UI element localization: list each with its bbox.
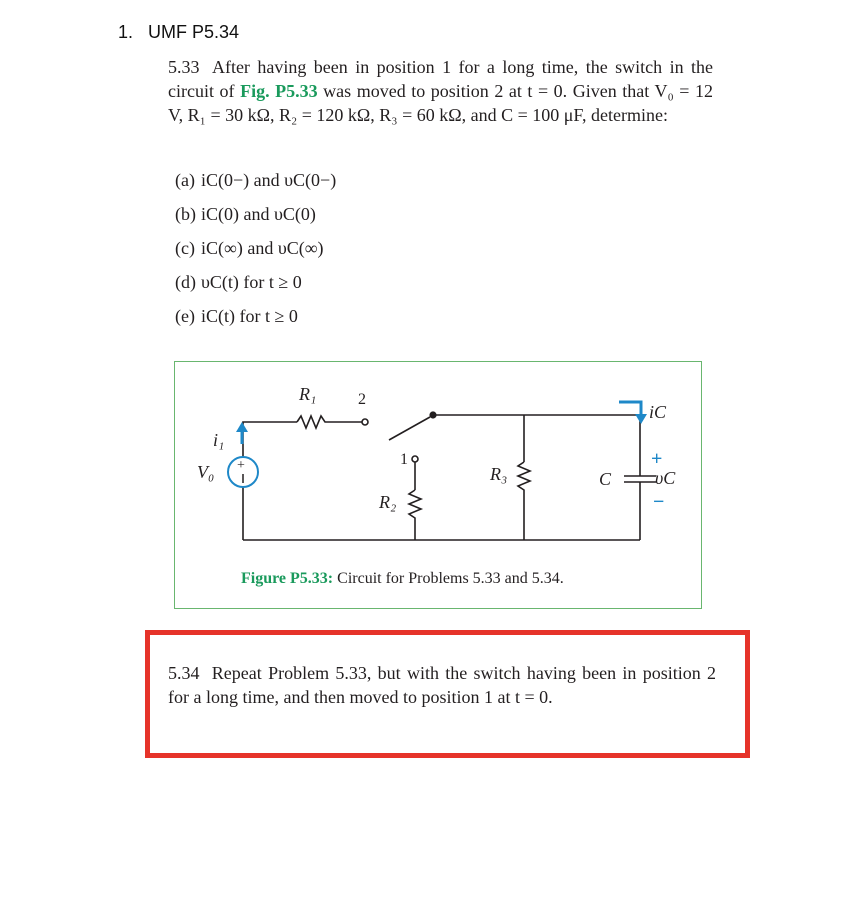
r1-label: R₁ xyxy=(299,384,317,404)
problem-rest: was moved to position 2 at t = 0. Given that V₀ = 12 V, R₁ = 30 kΩ, R₂ = 120 kΩ, R₃ = 60 kΩ, and C = 100 μF, determine: xyxy=(168,81,713,125)
wire-top-left xyxy=(243,422,297,457)
r3-label: R₃ xyxy=(490,464,508,484)
part-text: iC(∞) and υC(∞) xyxy=(201,238,324,258)
vc-minus: − xyxy=(653,491,665,513)
v0-label: V₀ xyxy=(197,462,215,482)
caption-text: Circuit for Problems 5.33 and 5.34. xyxy=(337,570,564,587)
problem-5-33 xyxy=(168,55,713,127)
part-item xyxy=(175,168,336,202)
switch-blade xyxy=(389,417,430,440)
figure-reference: Fig. P5.33 xyxy=(240,81,318,101)
part-text: iC(0−) and υC(0−) xyxy=(201,170,337,190)
vc-label: υC xyxy=(655,468,676,488)
r1-resistor xyxy=(297,416,365,428)
part-item xyxy=(175,202,336,236)
part-item xyxy=(175,236,336,270)
part-item xyxy=(175,304,336,338)
ic-label: iC xyxy=(649,402,667,422)
problem-number: 5.33 xyxy=(168,57,200,77)
part-label: (b) xyxy=(175,204,196,224)
part-label: (a) xyxy=(175,170,195,190)
part-label: (c) xyxy=(175,238,195,258)
heading-title: UMF P5.34 xyxy=(148,22,240,42)
part-text: iC(t) for t ≥ 0 xyxy=(201,306,298,326)
r2-label: R₂ xyxy=(379,492,397,512)
r2-resistor xyxy=(409,490,421,540)
problem-number: 5.34 xyxy=(168,663,200,683)
assignment-heading xyxy=(118,22,239,43)
part-text: iC(0) and υC(0) xyxy=(201,204,316,224)
heading-number: 1. xyxy=(118,22,134,42)
vc-plus: + xyxy=(651,448,663,470)
problem-intro: After having been in position 1 for a long time, the switch in the circuit of xyxy=(168,57,713,101)
problem-parts xyxy=(175,168,336,338)
caption-reference: Figure P5.33: xyxy=(241,570,334,587)
i1-arrowhead xyxy=(236,422,248,432)
problem-text: Repeat Problem 5.33, but with the switch having been in position 2 for a long time, and then moved to position 1 at t = 0. xyxy=(168,663,716,707)
ic-arrow-shaft xyxy=(619,402,641,416)
r3-resistor xyxy=(518,462,530,540)
contact-1 xyxy=(412,456,418,462)
figure-caption xyxy=(241,570,564,588)
problem-5-34 xyxy=(168,661,716,709)
c-label: C xyxy=(599,469,612,489)
circuit-figure xyxy=(174,361,702,609)
position-1-label: 1 xyxy=(400,451,408,468)
source-plus: + xyxy=(237,458,245,473)
part-text: υC(t) for t ≥ 0 xyxy=(201,272,302,292)
part-label: (d) xyxy=(175,272,196,292)
part-item xyxy=(175,270,336,304)
highlight-box xyxy=(145,630,750,758)
contact-2 xyxy=(362,419,368,425)
position-2-label: 2 xyxy=(358,391,366,408)
part-label: (e) xyxy=(175,306,195,326)
ic-arrowhead xyxy=(635,414,647,424)
i1-label: i₁ xyxy=(213,430,225,450)
